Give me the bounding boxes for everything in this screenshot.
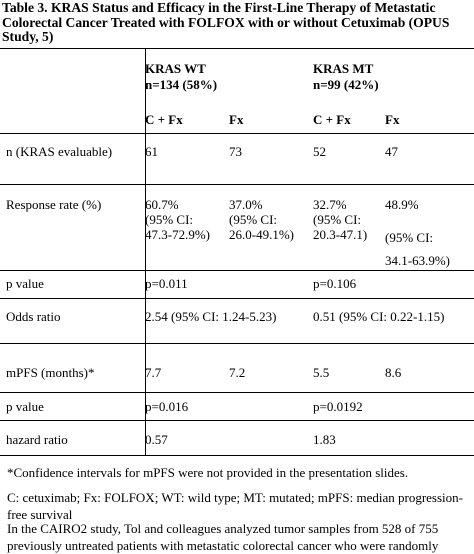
table-cell: 5.5 (313, 365, 330, 380)
row-label-response: Response rate (%) (6, 197, 102, 212)
table-title: Table 3. KRAS Status and Efficacy in the First-Line Therapy of Metastatic Colorectal Cancer Treated with FOLFOX with or without Cetuximab (OPUS Study, 5) (2, 0, 450, 44)
cell-line: 20.3-47.1) (313, 227, 368, 242)
rule-after-odds (0, 343, 474, 344)
table-cell: 7.2 (229, 365, 246, 380)
rule-after-mpfs (0, 392, 474, 393)
arm-header: C + Fx (313, 112, 351, 127)
table-cell: 0.57 (145, 432, 168, 447)
table-cell: p=0.0192 (313, 399, 363, 414)
table-cell (229, 197, 294, 242)
group-n-wt: n=134 (58%) (145, 77, 218, 92)
rule-after-pvalue1 (0, 298, 474, 299)
rule-after-n (0, 184, 474, 185)
cell-line: 47.3-72.9%) (145, 227, 210, 242)
arm-header: Fx (385, 112, 400, 127)
group-header-mt: KRAS MT (313, 61, 374, 76)
footnote-ci: *Confidence intervals for mPFS were not provided in the presentation slides. (7, 465, 409, 480)
table-cell: 0.51 (95% CI: 0.22-1.15) (313, 309, 445, 324)
cell-line: 37.0% (229, 197, 263, 212)
table-cell: 1.83 (313, 432, 336, 447)
group-n-mt: n=99 (42%) (313, 77, 379, 92)
arm-header: C + Fx (145, 112, 183, 127)
arm-header: Fx (229, 112, 244, 127)
cell-line: 26.0-49.1%) (229, 227, 294, 242)
table-cell (313, 197, 367, 242)
cell-line: 32.7% (313, 197, 347, 212)
column-divider (145, 48, 146, 455)
table-cell: 47 (385, 144, 398, 159)
row-label-mpfs: mPFS (months)* (6, 365, 95, 380)
table-cell: 61 (145, 144, 158, 159)
cell-line: (95% CI: (145, 212, 194, 227)
cell-line: (95% CI: (313, 212, 362, 227)
row-label-hazard: hazard ratio (6, 432, 68, 447)
row-label-pvalue: p value (6, 399, 44, 414)
rule-after-arms (0, 133, 474, 134)
table-cell: 48.9% (385, 197, 419, 212)
row-label-odds: Odds ratio (6, 309, 61, 324)
table-cell: 8.6 (385, 365, 402, 380)
cell-line: 60.7% (145, 197, 179, 212)
table-cell (145, 197, 210, 242)
table-cell: p=0.011 (145, 276, 188, 291)
body-paragraph: In the CAIRO2 study, Tol and colleagues analyzed tumor samples from 528 of 755 previously untreated patients with metastatic colorectal cancer who were randomly (7, 521, 439, 553)
table-cell: 2.54 (95% CI: 1.24-5.23) (145, 309, 277, 324)
rule-after-hazard (0, 455, 474, 456)
table-cell: (95% CI: (385, 230, 434, 245)
footnote-abbreviations: C: cetuximab; Fx: FOLFOX; WT: wild type; MT: mutated; mPFS: median progression-free survival (7, 490, 463, 522)
table-cell: 52 (313, 144, 326, 159)
group-header-wt: KRAS WT (145, 61, 206, 76)
cell-line: (95% CI: (229, 212, 278, 227)
table-cell: 73 (229, 144, 242, 159)
table-cell: 34.1-63.9%) (385, 253, 450, 268)
row-label-n: n (KRAS evaluable) (6, 144, 113, 159)
rule-after-pvalue2 (0, 420, 474, 421)
rule-after-response (0, 270, 474, 271)
table-cell: p=0.016 (145, 399, 189, 414)
rule-top (0, 48, 474, 49)
table-cell: 7.7 (145, 365, 162, 380)
table-cell: p=0.106 (313, 276, 357, 291)
row-label-pvalue: p value (6, 276, 44, 291)
